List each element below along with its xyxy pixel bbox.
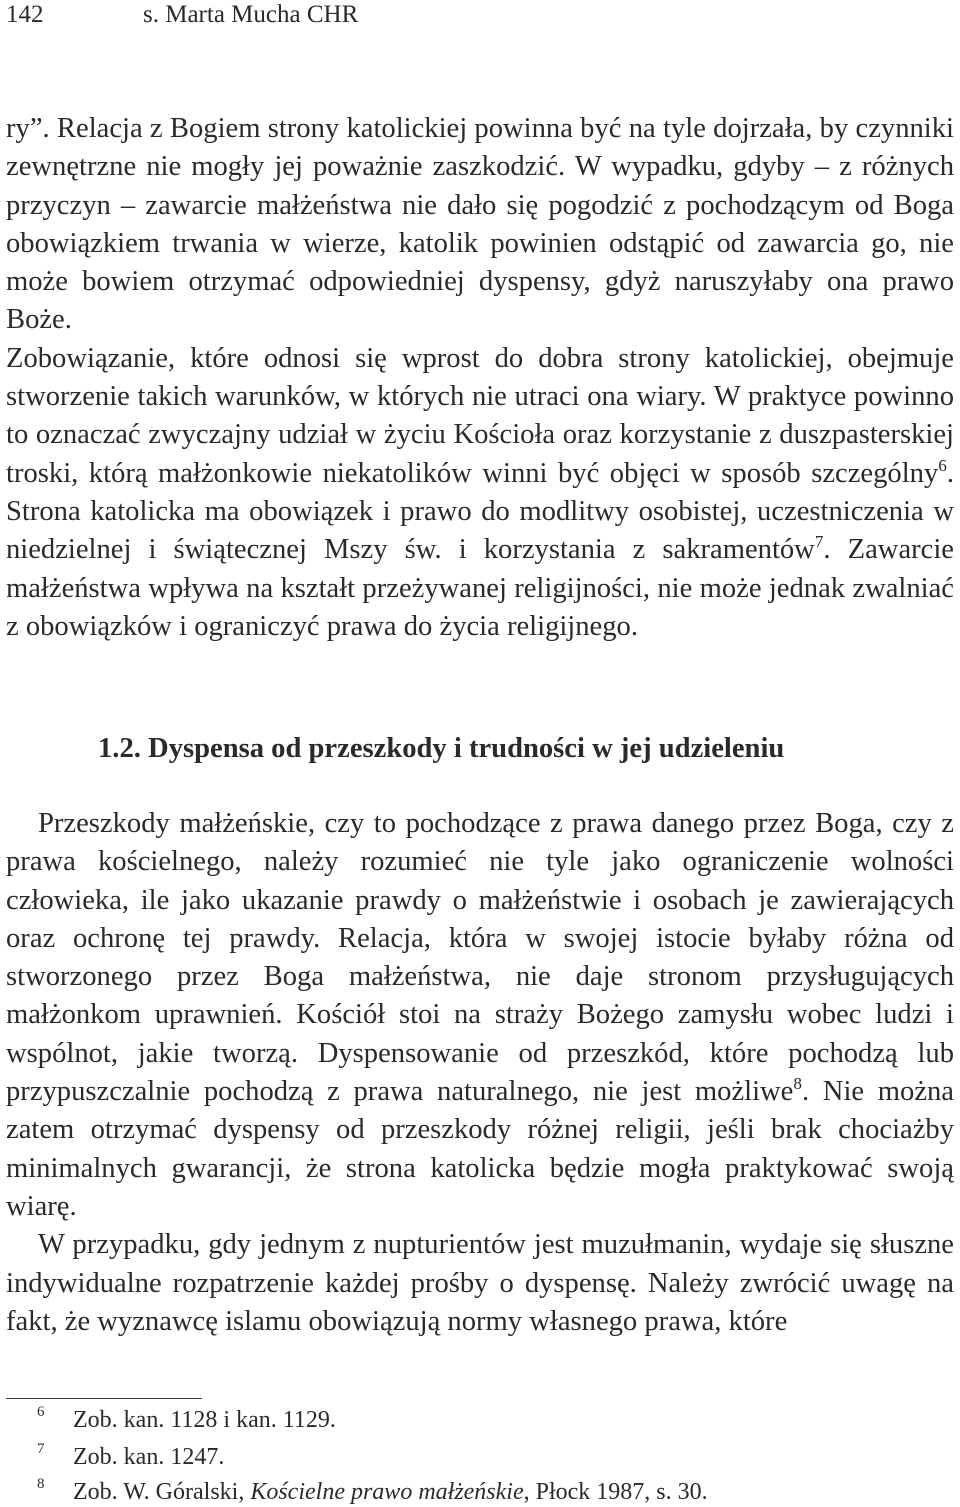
section-heading: 1.2. Dyspensa od przeszkody i trudności w jej udzieleniu [98, 733, 785, 764]
footnote-number: 7 [37, 1441, 45, 1457]
paragraph: ry”. Relacja z Bogiem strony katolickiej powinna być na tyle dojrzała, by czynniki zewnętrzne nie mogły jej poważnie zaszkodzić. W wypadku, gdyby – z różnych przyczyn – zawarcie małżeństwa nie dało się pogodzić z pochodzącym od Boga obowiązkiem trwania w wierze, katolik powinien odstąpić od zawarcia go, nie może bowiem otrzymać odpowiedniej dyspensy, gdyż naruszyłaby ona prawo Boże. [6, 113, 954, 336]
paragraph: Zobowiązanie, które odnosi się wprost do dobra strony katolickiej, obejmuje stworzenie takich warunków, w których nie utraci ona wiary. W praktyce powinno to oznaczać zwyczajny udział w życiu Kościoła oraz korzystanie z duszpasterskiej troski, którą małżonkowie niekatolików winni być objęci w sposób szczególny$^6$. Strona katolicka ma obowiązek i prawo do modlitwy osobistej, uczestniczenia w niedzielnej i świątecznej Mszy św. i korzystania z sakramentów$^7$. Zawarcie małżeństwa wpływa na kształt przeżywanej religijności, nie może jednak zwalniać z obowiązków i ograniczyć prawa do życia religijnego. [6, 342, 954, 642]
footnote-ref[interactable]: 6 [938, 455, 947, 475]
page-number: 142 [6, 1, 44, 28]
footnote-text: Zob. kan. 1128 i kan. 1129. [73, 1407, 336, 1433]
footnote-text: Zob. kan. 1247. [73, 1444, 225, 1470]
footnote-number: 8 [37, 1476, 45, 1492]
footnote-text: Zob. W. Góralski, Kościelne prawo małżeńskie, Płock 1987, s. 30. [73, 1479, 708, 1505]
footnote-ref[interactable]: 8 [793, 1073, 802, 1093]
book-title: Kościelne prawo małżeńskie [250, 1479, 524, 1505]
paragraph: W przypadku, gdy jednym z nupturientów jest muzułmanin, wydaje się słuszne indywidualne rozpatrzenie każdej prośby o dyspensę. Należy zwrócić uwagę na fakt, że wyznawcę islamu obowiązują normy własnego prawa, które [6, 1229, 954, 1337]
footnote-separator [6, 1398, 202, 1399]
body-text-block-2 [6, 805, 954, 1341]
body-text-block-1 [6, 110, 954, 646]
paragraph: Przeszkody małżeńskie, czy to pochodzące z prawa danego przez Boga, czy z prawa kościelnego, należy rozumieć nie tyle jako ograniczenie wolności człowieka, ile jako ukazanie prawdy o małżeństwie i osobach je zawierających oraz ochronę tej prawdy. Relacja, która w swojej istocie byłaby różna od stworzonego przez Boga małżeństwa, nie daje stronom przysługujących małżonkom uprawnień. Kościół stoi na straży Bożego zamysłu wobec ludzi i wspólnot, jakie tworzą. Dyspensowanie od przeszkód, które pochodzą lub przypuszczalnie pochodzą z prawa naturalnego, nie jest możliwe$^8$. Nie można zatem otrzymać dyspensy od przeszkody różnej religii, jeśli brak chociażby minimalnych gwarancji, że strona katolicka będzie mogła praktykować swoją wiarę. [6, 808, 954, 1222]
footnote-number: 6 [37, 1404, 45, 1420]
running-title: s. Marta Mucha CHR [143, 1, 359, 28]
footnote-ref[interactable]: 7 [814, 532, 824, 552]
